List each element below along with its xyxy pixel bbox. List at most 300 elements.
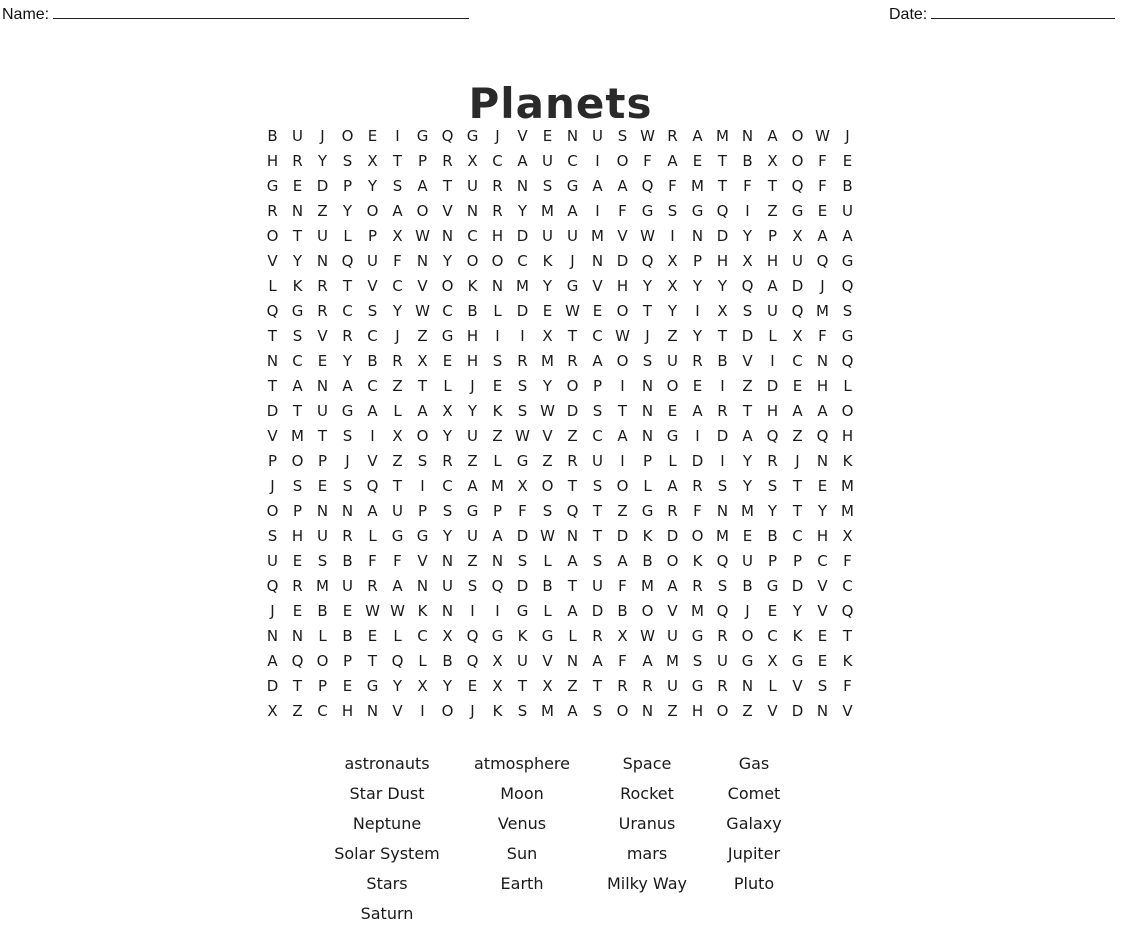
grid-cell[interactable]: G [791, 202, 804, 220]
grid-cell[interactable]: O [291, 452, 304, 470]
grid-cell[interactable]: J [470, 702, 475, 720]
grid-cell[interactable]: E [492, 377, 503, 395]
grid-cell[interactable]: D [666, 527, 679, 545]
grid-cell[interactable]: X [392, 227, 403, 245]
grid-cell[interactable]: B [717, 352, 728, 370]
grid-cell[interactable]: L [643, 477, 652, 495]
grid-cell[interactable]: C [792, 352, 803, 370]
grid-cell[interactable]: Q [641, 177, 654, 195]
grid-cell[interactable]: C [467, 227, 478, 245]
grid-cell[interactable]: Y [542, 377, 553, 395]
grid-cell[interactable]: V [317, 327, 328, 345]
grid-cell[interactable]: I [620, 377, 625, 395]
grid-cell[interactable]: T [392, 152, 403, 170]
grid-cell[interactable]: D [766, 377, 779, 395]
grid-cell[interactable]: D [566, 402, 579, 420]
grid-cell[interactable]: R [342, 527, 353, 545]
grid-cell[interactable]: L [568, 627, 577, 645]
grid-cell[interactable]: F [818, 152, 827, 170]
grid-cell[interactable]: Y [292, 252, 303, 270]
grid-cell[interactable]: B [742, 577, 753, 595]
grid-cell[interactable]: B [342, 627, 353, 645]
grid-cell[interactable]: R [292, 152, 303, 170]
grid-cell[interactable]: B [542, 577, 553, 595]
grid-cell[interactable]: G [666, 427, 679, 445]
grid-cell[interactable]: E [317, 352, 328, 370]
grid-cell[interactable]: A [292, 377, 303, 395]
grid-cell[interactable]: N [291, 627, 304, 645]
grid-cell[interactable]: H [716, 252, 729, 270]
grid-cell[interactable]: Q [766, 427, 779, 445]
grid-cell[interactable]: S [467, 577, 478, 595]
grid-cell[interactable]: S [592, 702, 603, 720]
grid-cell[interactable]: A [667, 477, 678, 495]
grid-cell[interactable]: N [641, 702, 654, 720]
name-field[interactable] [2, 2, 469, 26]
grid-cell[interactable]: H [841, 427, 854, 445]
grid-cell[interactable]: A [267, 652, 278, 670]
grid-cell[interactable]: O [741, 627, 754, 645]
grid-cell[interactable]: O [716, 702, 729, 720]
grid-cell[interactable]: F [818, 177, 827, 195]
grid-cell[interactable]: O [466, 252, 479, 270]
grid-cell[interactable]: M [541, 202, 554, 220]
grid-cell[interactable]: B [642, 552, 653, 570]
grid-cell[interactable]: U [317, 227, 328, 245]
grid-cell[interactable]: R [567, 452, 578, 470]
grid-cell[interactable]: G [741, 652, 754, 670]
grid-cell[interactable]: S [592, 477, 603, 495]
grid-cell[interactable]: L [493, 302, 502, 320]
grid-cell[interactable]: I [670, 227, 675, 245]
grid-cell[interactable]: O [341, 127, 354, 145]
grid-cell[interactable]: U [467, 427, 478, 445]
grid-cell[interactable]: T [742, 402, 753, 420]
grid-cell[interactable]: N [316, 252, 329, 270]
grid-cell[interactable]: U [267, 552, 278, 570]
grid-cell[interactable]: D [516, 227, 529, 245]
grid-cell[interactable]: O [491, 252, 504, 270]
grid-cell[interactable]: C [367, 327, 378, 345]
grid-cell[interactable]: V [667, 602, 678, 620]
grid-cell[interactable]: G [366, 677, 379, 695]
grid-cell[interactable]: Q [816, 252, 829, 270]
grid-cell[interactable]: T [592, 502, 603, 520]
grid-cell[interactable]: A [642, 652, 653, 670]
grid-cell[interactable]: U [667, 677, 678, 695]
grid-cell[interactable]: N [266, 352, 279, 370]
grid-cell[interactable]: B [442, 652, 453, 670]
grid-cell[interactable]: N [416, 577, 429, 595]
grid-cell[interactable]: X [417, 352, 428, 370]
grid-cell[interactable]: Y [717, 277, 728, 295]
grid-cell[interactable]: I [745, 202, 750, 220]
grid-cell[interactable]: Q [841, 352, 854, 370]
grid-cell[interactable]: I [620, 452, 625, 470]
grid-cell[interactable]: I [520, 327, 525, 345]
grid-cell[interactable]: Q [816, 427, 829, 445]
grid-cell[interactable]: X [792, 227, 803, 245]
grid-cell[interactable]: A [567, 702, 578, 720]
grid-cell[interactable]: G [691, 677, 704, 695]
grid-cell[interactable]: O [616, 352, 629, 370]
grid-cell[interactable]: Q [391, 652, 404, 670]
grid-cell[interactable]: L [318, 627, 327, 645]
grid-cell[interactable]: Z [567, 427, 578, 445]
grid-cell[interactable]: D [516, 577, 529, 595]
grid-cell[interactable]: E [742, 527, 753, 545]
grid-cell[interactable]: P [767, 552, 778, 570]
grid-cell[interactable]: J [820, 277, 825, 295]
grid-cell[interactable]: W [815, 127, 830, 145]
grid-cell[interactable]: T [592, 677, 603, 695]
grid-cell[interactable]: O [666, 552, 679, 570]
grid-cell[interactable]: G [466, 127, 479, 145]
grid-cell[interactable]: A [692, 127, 703, 145]
grid-cell[interactable]: N [416, 252, 429, 270]
grid-cell[interactable]: K [492, 402, 503, 420]
grid-cell[interactable]: O [791, 127, 804, 145]
grid-cell[interactable]: O [641, 602, 654, 620]
grid-cell[interactable]: O [666, 377, 679, 395]
grid-cell[interactable]: I [420, 477, 425, 495]
grid-cell[interactable]: N [716, 502, 729, 520]
grid-cell[interactable]: S [717, 477, 728, 495]
grid-cell[interactable]: X [417, 677, 428, 695]
grid-cell[interactable]: Q [291, 652, 304, 670]
grid-cell[interactable]: T [367, 652, 378, 670]
grid-cell[interactable]: C [492, 152, 503, 170]
grid-cell[interactable]: M [641, 577, 654, 595]
grid-cell[interactable]: H [816, 527, 829, 545]
grid-cell[interactable]: N [641, 402, 654, 420]
grid-cell[interactable]: U [292, 127, 303, 145]
grid-cell[interactable]: S [417, 452, 428, 470]
grid-cell[interactable]: Y [342, 352, 353, 370]
grid-cell[interactable]: A [842, 227, 853, 245]
grid-cell[interactable]: I [420, 702, 425, 720]
grid-cell[interactable]: A [617, 427, 628, 445]
grid-cell[interactable]: P [492, 502, 503, 520]
grid-cell[interactable]: I [695, 427, 700, 445]
grid-cell[interactable]: X [267, 702, 278, 720]
grid-cell[interactable]: V [817, 577, 828, 595]
grid-cell[interactable]: J [345, 452, 350, 470]
grid-cell[interactable]: N [566, 652, 579, 670]
grid-cell[interactable]: T [567, 327, 578, 345]
grid-cell[interactable]: O [566, 377, 579, 395]
grid-cell[interactable]: Y [342, 202, 353, 220]
grid-cell[interactable]: I [370, 427, 375, 445]
grid-cell[interactable]: L [393, 402, 402, 420]
grid-cell[interactable]: B [317, 602, 328, 620]
grid-cell[interactable]: M [316, 577, 329, 595]
grid-cell[interactable]: U [567, 227, 578, 245]
grid-cell[interactable]: A [817, 402, 828, 420]
grid-cell[interactable]: V [767, 702, 778, 720]
grid-cell[interactable]: R [492, 202, 503, 220]
grid-cell[interactable]: A [367, 402, 378, 420]
grid-cell[interactable]: M [716, 127, 729, 145]
grid-cell[interactable]: X [442, 402, 453, 420]
grid-cell[interactable]: N [591, 252, 604, 270]
grid-cell[interactable]: S [517, 702, 528, 720]
grid-cell[interactable]: Z [392, 452, 403, 470]
grid-cell[interactable]: C [317, 702, 328, 720]
grid-cell[interactable]: R [317, 277, 328, 295]
grid-cell[interactable]: R [392, 352, 403, 370]
grid-cell[interactable]: B [267, 127, 278, 145]
grid-cell[interactable]: U [467, 527, 478, 545]
grid-cell[interactable]: E [542, 127, 553, 145]
grid-cell[interactable]: G [691, 202, 704, 220]
grid-cell[interactable]: D [591, 602, 604, 620]
grid-cell[interactable]: C [442, 477, 453, 495]
grid-cell[interactable]: O [416, 427, 429, 445]
grid-cell[interactable]: V [742, 352, 753, 370]
grid-cell[interactable]: U [317, 402, 328, 420]
grid-cell[interactable]: M [741, 502, 754, 520]
grid-cell[interactable]: T [417, 377, 428, 395]
grid-cell[interactable]: D [516, 527, 529, 545]
grid-cell[interactable]: T [292, 402, 303, 420]
grid-cell[interactable]: F [393, 552, 402, 570]
grid-cell[interactable]: R [692, 577, 703, 595]
grid-cell[interactable]: X [717, 302, 728, 320]
grid-cell[interactable]: U [317, 527, 328, 545]
grid-cell[interactable]: G [416, 527, 429, 545]
grid-cell[interactable]: R [517, 352, 528, 370]
grid-cell[interactable]: V [417, 552, 428, 570]
grid-cell[interactable]: L [543, 552, 552, 570]
grid-cell[interactable]: S [642, 352, 653, 370]
grid-cell[interactable]: U [442, 577, 453, 595]
grid-cell[interactable]: Z [667, 327, 678, 345]
grid-cell[interactable]: S [592, 402, 603, 420]
grid-cell[interactable]: V [592, 277, 603, 295]
grid-cell[interactable]: A [667, 577, 678, 595]
grid-cell[interactable]: E [342, 602, 353, 620]
grid-cell[interactable]: O [616, 302, 629, 320]
grid-cell[interactable]: B [842, 177, 853, 195]
grid-cell[interactable]: M [541, 702, 554, 720]
grid-cell[interactable]: C [442, 302, 453, 320]
grid-cell[interactable]: R [592, 627, 603, 645]
grid-cell[interactable]: F [618, 577, 627, 595]
grid-cell[interactable]: L [418, 652, 427, 670]
grid-cell[interactable]: H [341, 702, 354, 720]
grid-cell[interactable]: X [542, 327, 553, 345]
grid-cell[interactable]: S [692, 652, 703, 670]
grid-cell[interactable]: M [516, 277, 529, 295]
grid-cell[interactable]: S [292, 477, 303, 495]
grid-cell[interactable]: N [266, 627, 279, 645]
grid-cell[interactable]: T [792, 477, 803, 495]
grid-cell[interactable]: Q [266, 302, 279, 320]
grid-cell[interactable]: O [691, 527, 704, 545]
grid-cell[interactable]: Z [492, 427, 503, 445]
grid-cell[interactable]: P [642, 452, 653, 470]
grid-cell[interactable]: W [390, 602, 405, 620]
grid-cell[interactable]: H [766, 402, 779, 420]
grid-cell[interactable]: G [291, 302, 304, 320]
grid-cell[interactable]: U [767, 302, 778, 320]
grid-cell[interactable]: S [317, 552, 328, 570]
grid-cell[interactable]: A [592, 352, 603, 370]
grid-cell[interactable]: E [692, 152, 703, 170]
grid-cell[interactable]: V [267, 427, 278, 445]
grid-cell[interactable]: X [467, 152, 478, 170]
grid-cell[interactable]: R [717, 677, 728, 695]
grid-cell[interactable]: X [767, 152, 778, 170]
grid-cell[interactable]: T [792, 502, 803, 520]
grid-cell[interactable]: A [767, 277, 778, 295]
date-line[interactable] [931, 2, 1115, 19]
grid-cell[interactable]: E [367, 627, 378, 645]
grid-cell[interactable]: A [492, 527, 503, 545]
grid-cell[interactable]: D [716, 427, 729, 445]
grid-cell[interactable]: E [817, 477, 828, 495]
grid-cell[interactable]: Q [466, 652, 479, 670]
grid-cell[interactable]: W [615, 327, 630, 345]
grid-cell[interactable]: A [567, 602, 578, 620]
grid-cell[interactable]: E [342, 677, 353, 695]
grid-cell[interactable]: Q [741, 277, 754, 295]
grid-cell[interactable]: C [292, 352, 303, 370]
grid-cell[interactable]: C [417, 627, 428, 645]
grid-cell[interactable]: C [592, 327, 603, 345]
grid-cell[interactable]: R [567, 352, 578, 370]
grid-cell[interactable]: P [342, 177, 353, 195]
grid-cell[interactable]: Q [366, 477, 379, 495]
grid-cell[interactable]: Q [841, 277, 854, 295]
grid-cell[interactable]: D [616, 527, 629, 545]
grid-cell[interactable]: V [842, 702, 853, 720]
grid-cell[interactable]: B [617, 602, 628, 620]
grid-cell[interactable]: Y [317, 152, 328, 170]
grid-cell[interactable]: Q [491, 577, 504, 595]
grid-cell[interactable]: U [592, 127, 603, 145]
grid-cell[interactable]: R [667, 502, 678, 520]
grid-cell[interactable]: D [741, 327, 754, 345]
grid-cell[interactable]: R [342, 327, 353, 345]
grid-cell[interactable]: P [367, 227, 378, 245]
grid-cell[interactable]: D [516, 302, 529, 320]
grid-cell[interactable]: T [292, 677, 303, 695]
grid-cell[interactable]: Z [767, 202, 778, 220]
grid-cell[interactable]: J [845, 127, 850, 145]
grid-cell[interactable]: O [841, 402, 854, 420]
grid-cell[interactable]: C [592, 427, 603, 445]
grid-cell[interactable]: L [768, 327, 777, 345]
grid-cell[interactable]: K [542, 252, 553, 270]
grid-cell[interactable]: L [543, 602, 552, 620]
grid-cell[interactable]: K [417, 602, 428, 620]
grid-cell[interactable]: N [741, 127, 754, 145]
grid-cell[interactable]: Z [792, 427, 803, 445]
grid-cell[interactable]: S [392, 177, 403, 195]
grid-cell[interactable]: R [267, 202, 278, 220]
grid-cell[interactable]: O [266, 502, 279, 520]
grid-cell[interactable]: X [667, 252, 678, 270]
grid-cell[interactable]: J [270, 602, 275, 620]
grid-cell[interactable]: V [267, 252, 278, 270]
grid-cell[interactable]: V [367, 277, 378, 295]
grid-cell[interactable]: P [267, 452, 278, 470]
grid-cell[interactable]: B [342, 552, 353, 570]
grid-cell[interactable]: L [368, 527, 377, 545]
grid-cell[interactable]: Y [392, 302, 403, 320]
grid-cell[interactable]: Z [292, 702, 303, 720]
grid-cell[interactable]: P [767, 227, 778, 245]
grid-cell[interactable]: Y [442, 427, 453, 445]
grid-cell[interactable]: M [716, 527, 729, 545]
grid-cell[interactable]: B [742, 152, 753, 170]
grid-cell[interactable]: E [792, 377, 803, 395]
grid-cell[interactable]: M [491, 477, 504, 495]
grid-cell[interactable]: Q [716, 202, 729, 220]
grid-cell[interactable]: S [342, 427, 353, 445]
grid-cell[interactable]: S [267, 527, 278, 545]
grid-cell[interactable]: A [417, 402, 428, 420]
grid-cell[interactable]: L [393, 627, 402, 645]
grid-cell[interactable]: N [816, 702, 829, 720]
grid-cell[interactable]: A [767, 127, 778, 145]
grid-cell[interactable]: W [415, 227, 430, 245]
grid-cell[interactable]: J [795, 452, 800, 470]
grid-cell[interactable]: Y [392, 677, 403, 695]
grid-cell[interactable]: Y [692, 277, 703, 295]
grid-cell[interactable]: V [792, 677, 803, 695]
grid-cell[interactable]: G [266, 177, 279, 195]
grid-cell[interactable]: E [767, 602, 778, 620]
grid-cell[interactable]: Q [566, 502, 579, 520]
grid-cell[interactable]: P [792, 552, 803, 570]
grid-cell[interactable]: B [767, 527, 778, 545]
grid-cell[interactable]: T [717, 177, 728, 195]
grid-cell[interactable]: G [491, 627, 504, 645]
grid-cell[interactable]: W [540, 402, 555, 420]
grid-cell[interactable]: L [268, 277, 277, 295]
grid-cell[interactable]: X [542, 677, 553, 695]
grid-cell[interactable]: C [842, 577, 853, 595]
grid-cell[interactable]: Z [542, 452, 553, 470]
grid-cell[interactable]: G [791, 652, 804, 670]
grid-cell[interactable]: V [517, 127, 528, 145]
grid-cell[interactable]: N [691, 227, 704, 245]
grid-cell[interactable]: X [492, 652, 503, 670]
grid-cell[interactable]: N [491, 552, 504, 570]
grid-cell[interactable]: S [292, 327, 303, 345]
grid-cell[interactable]: E [292, 602, 303, 620]
grid-cell[interactable]: D [791, 577, 804, 595]
grid-cell[interactable]: O [441, 277, 454, 295]
grid-cell[interactable]: K [692, 552, 703, 570]
grid-cell[interactable]: T [567, 477, 578, 495]
grid-cell[interactable]: R [717, 627, 728, 645]
grid-cell[interactable]: U [367, 252, 378, 270]
grid-cell[interactable]: J [320, 127, 325, 145]
grid-cell[interactable]: G [566, 177, 579, 195]
grid-cell[interactable]: A [567, 552, 578, 570]
grid-cell[interactable]: R [492, 177, 503, 195]
grid-cell[interactable]: M [666, 652, 679, 670]
grid-cell[interactable]: C [817, 552, 828, 570]
grid-cell[interactable]: T [642, 302, 653, 320]
grid-cell[interactable]: W [515, 427, 530, 445]
grid-cell[interactable]: H [816, 377, 829, 395]
grid-cell[interactable]: T [317, 427, 328, 445]
